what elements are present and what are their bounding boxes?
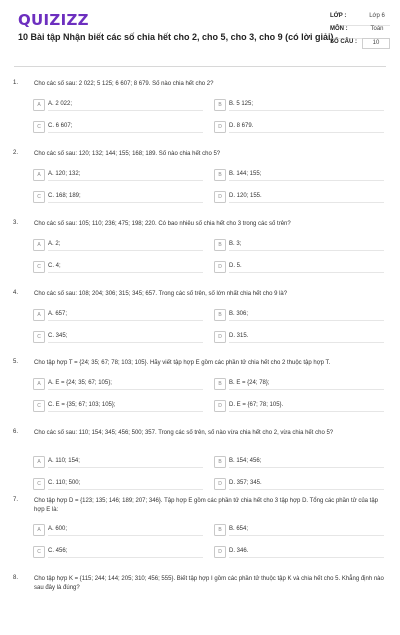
question-item bbox=[0, 290, 400, 350]
option-underline bbox=[229, 535, 384, 536]
answer-option-b[interactable] bbox=[214, 524, 384, 536]
answer-option-b[interactable] bbox=[214, 309, 384, 321]
option-underline bbox=[229, 272, 384, 273]
option-text: C. 6 607; bbox=[48, 123, 73, 129]
option-letter-box: D bbox=[214, 478, 226, 490]
answer-option-b[interactable] bbox=[214, 169, 384, 181]
answer-option-a[interactable] bbox=[33, 524, 203, 536]
question-item bbox=[0, 150, 400, 210]
question-item bbox=[0, 80, 400, 140]
option-letter-box: D bbox=[214, 546, 226, 558]
option-underline bbox=[229, 557, 384, 558]
option-underline bbox=[48, 132, 203, 133]
option-underline bbox=[48, 180, 203, 181]
option-letter-box: C bbox=[33, 331, 45, 343]
option-underline bbox=[229, 411, 384, 412]
option-underline bbox=[48, 202, 203, 203]
option-text: D. 346. bbox=[229, 548, 249, 554]
option-letter-box: B bbox=[214, 99, 226, 111]
option-underline bbox=[48, 489, 203, 490]
option-text: D. 5. bbox=[229, 263, 242, 269]
question-number: 1. bbox=[13, 80, 19, 86]
question-text: Cho các số sau: 105; 110; 236; 475; 198; 220. Có bao nhiêu số chia hết cho 3 trong các số trên? bbox=[34, 221, 291, 227]
option-underline bbox=[48, 467, 203, 468]
question-item bbox=[0, 497, 400, 557]
question-text: Cho tập hợp D = {123; 135; 146; 189; 207; 346}. Tập hợp E gồm các phần tử chia hết cho 3 tập hợp D. Tổng các phần tử của tập hợp E là: bbox=[34, 498, 379, 513]
option-text: D. 315. bbox=[229, 333, 249, 339]
meta-class-row bbox=[330, 12, 390, 25]
answer-option-c[interactable] bbox=[33, 331, 203, 343]
option-letter-box: B bbox=[214, 456, 226, 468]
option-letter-box: A bbox=[33, 239, 45, 251]
question-text: Cho các số sau: 120; 132; 144; 155; 168; 189. Số nào chia hết cho 5? bbox=[34, 151, 221, 157]
answer-option-c[interactable] bbox=[33, 546, 203, 558]
meta-count-label: SỐ CÂU : bbox=[330, 39, 357, 45]
quizizz-logo: QUIZIZZ bbox=[18, 11, 89, 29]
answer-option-d[interactable] bbox=[214, 191, 384, 203]
option-letter-box: C bbox=[33, 191, 45, 203]
question-item bbox=[0, 575, 400, 635]
question-number: 8. bbox=[13, 575, 19, 581]
option-letter-box: B bbox=[214, 239, 226, 251]
question-number: 7. bbox=[13, 497, 19, 503]
answer-option-b[interactable] bbox=[214, 239, 384, 251]
option-underline bbox=[229, 110, 384, 111]
meta-panel bbox=[330, 12, 390, 51]
option-text: A. E = {24; 35; 67; 105}; bbox=[48, 380, 112, 386]
question-number: 6. bbox=[13, 429, 19, 435]
option-letter-box: A bbox=[33, 524, 45, 536]
option-text: A. 2; bbox=[48, 241, 61, 247]
option-underline bbox=[229, 202, 384, 203]
question-text: Cho tập hợp K = {115; 244; 144; 205; 310; 456; 555}. Biết tập hợp I gồm các phần tử thuộc tập K và chia hết cho 5. Khẳng định nào sau đây là đúng? bbox=[34, 576, 384, 591]
answer-option-c[interactable] bbox=[33, 400, 203, 412]
option-text: A. 600; bbox=[48, 526, 68, 532]
option-text: C. 4; bbox=[48, 263, 61, 269]
option-underline bbox=[229, 180, 384, 181]
answer-option-b[interactable] bbox=[214, 378, 384, 390]
answer-option-b[interactable] bbox=[214, 456, 384, 468]
option-underline bbox=[229, 389, 384, 390]
option-underline bbox=[48, 557, 203, 558]
answer-option-d[interactable] bbox=[214, 261, 384, 273]
answer-option-d[interactable] bbox=[214, 331, 384, 343]
option-letter-box: C bbox=[33, 261, 45, 273]
worksheet-title: 10 Bài tập Nhận biết các số chia hết cho 2, cho 5, cho 3, cho 9 (có lời giải) bbox=[18, 32, 334, 42]
question-item bbox=[0, 429, 400, 489]
meta-count-value: 10 bbox=[362, 38, 390, 49]
option-text: C. 345; bbox=[48, 333, 68, 339]
answer-option-a[interactable] bbox=[33, 239, 203, 251]
question-number: 3. bbox=[13, 220, 19, 226]
answer-option-a[interactable] bbox=[33, 169, 203, 181]
question-text: Cho các số sau: 2 022; 5 125; 6 607; 8 679. Số nào chia hết cho 2? bbox=[34, 81, 214, 87]
answer-option-b[interactable] bbox=[214, 99, 384, 111]
option-underline bbox=[229, 132, 384, 133]
option-letter-box: D bbox=[214, 121, 226, 133]
answer-option-d[interactable] bbox=[214, 400, 384, 412]
option-text: B. 144; 155; bbox=[229, 171, 262, 177]
option-text: A. 110; 154; bbox=[48, 458, 80, 464]
answer-option-c[interactable] bbox=[33, 191, 203, 203]
answer-option-d[interactable] bbox=[214, 121, 384, 133]
meta-subject-row bbox=[330, 25, 390, 38]
answer-option-d[interactable] bbox=[214, 478, 384, 490]
option-letter-box: C bbox=[33, 121, 45, 133]
option-text: D. E = {67; 78; 105}. bbox=[229, 402, 284, 408]
question-number: 4. bbox=[13, 290, 19, 296]
question-number: 2. bbox=[13, 150, 19, 156]
option-text: D. 8 679. bbox=[229, 123, 254, 129]
option-text: B. 154; 456; bbox=[229, 458, 262, 464]
option-text: C. 456; bbox=[48, 548, 68, 554]
option-text: B. 306; bbox=[229, 311, 249, 317]
option-text: C. 110; 500; bbox=[48, 480, 81, 486]
option-letter-box: D bbox=[214, 331, 226, 343]
option-text: B. 654; bbox=[229, 526, 249, 532]
option-text: C. 168; 189; bbox=[48, 193, 81, 199]
option-underline bbox=[48, 389, 203, 390]
option-underline bbox=[48, 250, 203, 251]
answer-option-a[interactable] bbox=[33, 99, 203, 111]
option-underline bbox=[229, 342, 384, 343]
question-item bbox=[0, 220, 400, 280]
question-item bbox=[0, 359, 400, 419]
option-letter-box: B bbox=[214, 524, 226, 536]
option-letter-box: A bbox=[33, 169, 45, 181]
meta-count-row bbox=[330, 38, 390, 51]
option-letter-box: D bbox=[214, 191, 226, 203]
answer-option-a[interactable] bbox=[33, 309, 203, 321]
option-letter-box: C bbox=[33, 546, 45, 558]
option-letter-box: D bbox=[214, 261, 226, 273]
option-letter-box: B bbox=[214, 378, 226, 390]
question-number: 5. bbox=[13, 359, 19, 365]
option-text: D. 120; 155. bbox=[229, 193, 262, 199]
option-letter-box: A bbox=[33, 309, 45, 321]
header-divider bbox=[14, 66, 386, 67]
question-text: Cho các số sau: 108; 204; 306; 315; 345; 657. Trong các số trên, số lớn nhất chia hết cho 9 là? bbox=[34, 291, 288, 297]
option-underline bbox=[48, 535, 203, 536]
meta-subject-label: MÔN : bbox=[330, 26, 348, 32]
option-text: A. 2 022; bbox=[48, 101, 73, 107]
option-text: A. 657; bbox=[48, 311, 68, 317]
option-underline bbox=[229, 320, 384, 321]
option-underline bbox=[48, 342, 203, 343]
option-underline bbox=[229, 250, 384, 251]
option-letter-box: B bbox=[214, 169, 226, 181]
option-text: B. 5 125; bbox=[229, 101, 254, 107]
answer-option-c[interactable] bbox=[33, 121, 203, 133]
meta-class-label: LỚP : bbox=[330, 13, 347, 19]
answer-option-a[interactable] bbox=[33, 378, 203, 390]
option-underline bbox=[48, 320, 203, 321]
option-text: B. E = {24; 78}; bbox=[229, 380, 270, 386]
option-text: A. 120; 132; bbox=[48, 171, 81, 177]
answer-option-c[interactable] bbox=[33, 261, 203, 273]
meta-subject-value: Toán bbox=[370, 26, 384, 32]
question-text: Cho các số sau: 110; 154; 345; 456; 500; 357. Trong các số trên, số nào vừa chia hết cho 2, vừa chia hết cho 5? bbox=[34, 430, 334, 436]
option-text: C. E = {35; 67; 103; 105}; bbox=[48, 402, 116, 408]
option-letter-box: C bbox=[33, 478, 45, 490]
option-letter-box: A bbox=[33, 99, 45, 111]
option-underline bbox=[229, 489, 384, 490]
option-underline bbox=[48, 272, 203, 273]
worksheet-header bbox=[0, 0, 400, 66]
answer-option-a[interactable] bbox=[33, 456, 203, 468]
option-underline bbox=[48, 411, 203, 412]
option-underline bbox=[48, 110, 203, 111]
option-letter-box: A bbox=[33, 456, 45, 468]
option-underline bbox=[229, 467, 384, 468]
question-text: Cho tập hợp T = {24; 35; 67; 78; 103; 105}. Hãy viết tập hợp E gồm các phần tử chia hết cho 2 thuộc tập hợp T. bbox=[34, 360, 331, 366]
option-letter-box: B bbox=[214, 309, 226, 321]
answer-option-d[interactable] bbox=[214, 546, 384, 558]
option-letter-box: D bbox=[214, 400, 226, 412]
option-letter-box: A bbox=[33, 378, 45, 390]
option-text: B. 3; bbox=[229, 241, 242, 247]
option-letter-box: C bbox=[33, 400, 45, 412]
meta-class-value: Lớp 6 bbox=[369, 13, 385, 19]
option-text: D. 357; 345. bbox=[229, 480, 262, 486]
answer-option-c[interactable] bbox=[33, 478, 203, 490]
